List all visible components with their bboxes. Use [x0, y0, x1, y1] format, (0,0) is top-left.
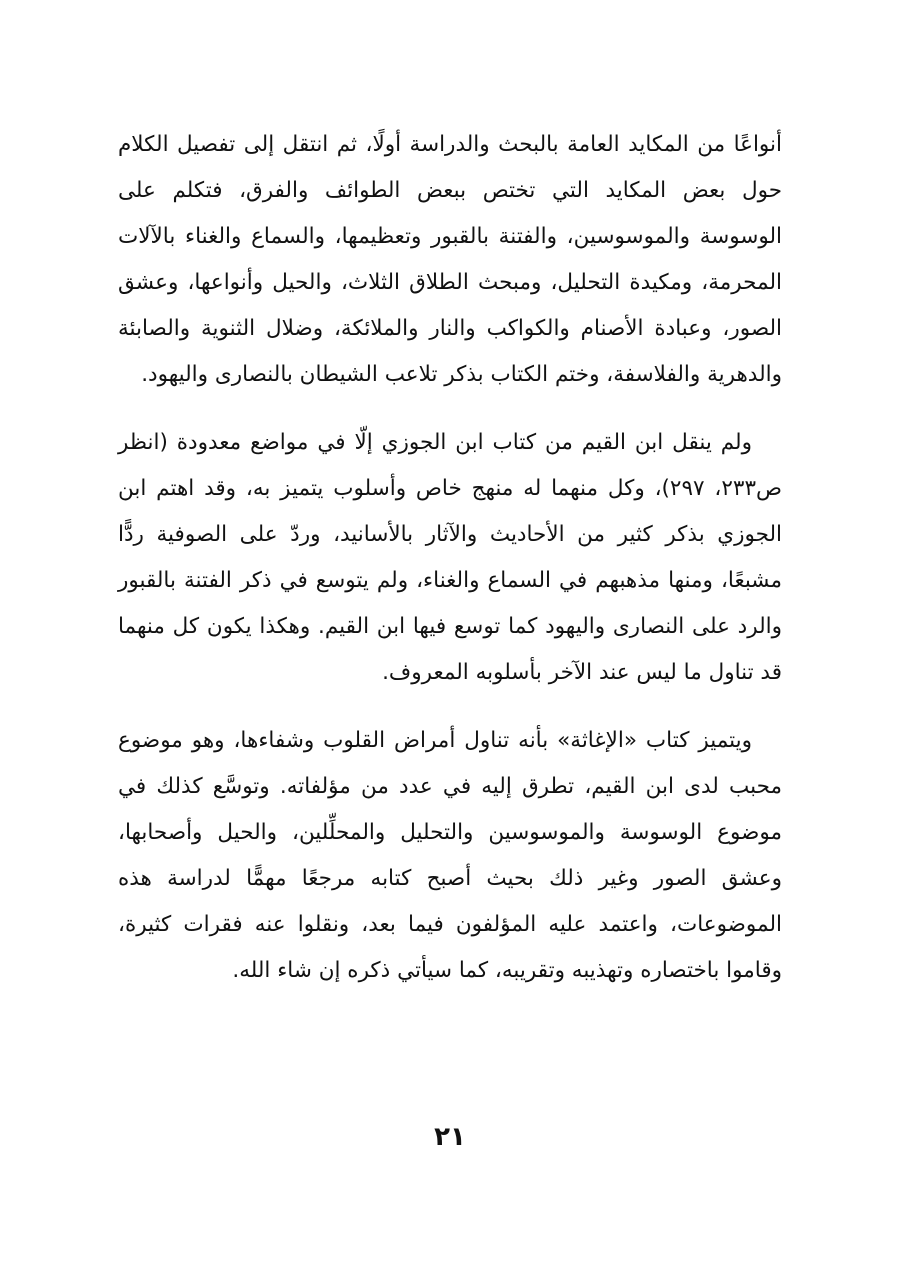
paragraph-1: أنواعًا من المكايد العامة بالبحث والدراسة أولًا، ثم انتقل إلى تفصيل الكلام حول بعض المكايد التي تختص ببعض الطوائف والفرق، فتكلم على الوسوسة والموسوسين، والفتنة بالقبور وتعظيمها، والسماع والغناء بالآلات المحرمة، ومكيدة التحليل، ومبحث الطلاق الثلاث، والحيل وأنواعها، وعشق الصور، وعبادة الأصنام والكواكب والنار والملائكة، وضلال الثنوية والصابئة والدهرية والفلاسفة، وختم الكتاب بذكر تلاعب الشيطان بالنصارى واليهود.: [118, 132, 782, 387]
body-text: [118, 122, 782, 994]
paragraph-3: ويتميز كتاب «الإغاثة» بأنه تناول أمراض القلوب وشفاءها، وهو موضوع محبب لدى ابن القيم، تطرق إليه في عدد من مؤلفاته. وتوسَّع كذلك في موضوع الوسوسة والموسوسين والتحليل والمحلِّلين، والحيل وأصحابها، وعشق الصور وغير ذلك بحيث أصبح كتابه مرجعًا مهمًّا لدراسة هذه الموضوعات، واعتمد عليه المؤلفون فيما بعد، ونقلوا عنه فقرات كثيرة، وقاموا باختصاره وتهذيبه وتقريبه، كما سيأتي ذكره إن شاء الله.: [118, 728, 782, 983]
paragraph-2: ولم ينقل ابن القيم من كتاب ابن الجوزي إلّا في مواضع معدودة (انظر ص٢٣٣، ٢٩٧)، وكل منهما له منهج خاص وأسلوب يتميز به، وقد اهتم ابن الجوزي بذكر كثير من الأحاديث والآثار بالأسانيد، وردّ على الصوفية ردًّا مشبعًا، ومنها مذهبهم في السماع والغناء، ولم يتوسع في ذكر الفتنة بالقبور والرد على النصارى واليهود كما توسع فيها ابن القيم. وهكذا يكون كل منهما قد تناول ما ليس عند الآخر بأسلوبه المعروف.: [118, 430, 782, 685]
page-number: ٢١: [434, 1122, 466, 1152]
